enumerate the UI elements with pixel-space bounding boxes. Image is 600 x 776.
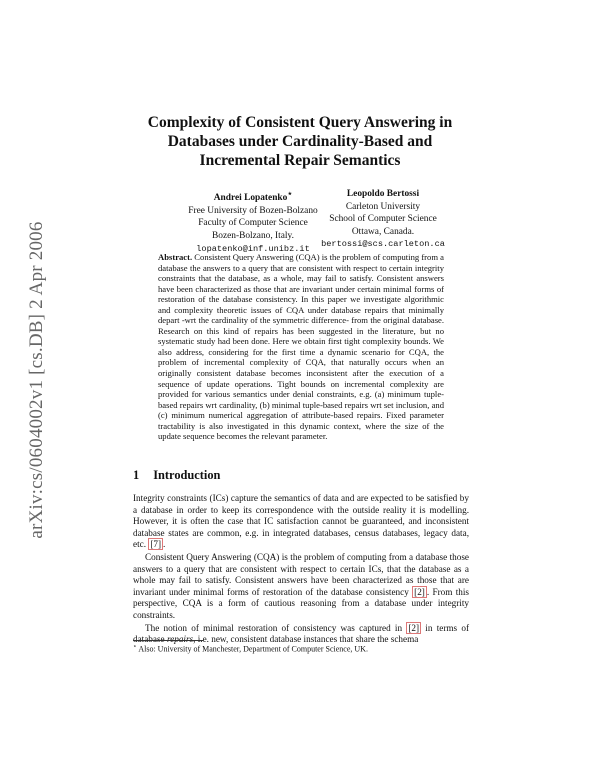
author-affiliation-line: Carleton University: [345, 201, 421, 212]
author-affiliation-line: Faculty of Computer Science: [198, 218, 308, 229]
section-title: Introduction: [153, 468, 221, 482]
abstract-label: Abstract.: [158, 252, 193, 262]
author-email[interactable]: lopatenko@inf.unibz.it: [196, 243, 310, 254]
title-line-1: Complexity of Consistent Query Answering in: [147, 114, 453, 131]
section-heading: [133, 468, 220, 483]
author-email[interactable]: bertossi@scs.carleton.ca: [321, 239, 445, 250]
section-number: 1: [133, 468, 140, 482]
author-affiliation-line: Ottawa, Canada.: [351, 226, 415, 237]
author-name: Andrei Lopatenko⋆: [213, 189, 293, 204]
author-affiliation-line: School of Computer Science: [329, 214, 437, 225]
arxiv-identifier: arXiv:cs/0604002v1 [cs.DB] 2 Apr 2006: [26, 221, 47, 539]
title-line-3: Incremental Repair Semantics: [199, 152, 401, 169]
footnote: [133, 642, 469, 655]
author-footnote-marker: ⋆: [287, 189, 293, 198]
abstract-text: Consistent Query Answering (CQA) is the problem of computing from a database the answers to a query that are consistent with respect to certain integrity constraints that the database, as a whole, may fail to satisfy. Consistent answers have been characterized as those that are invariant under certain minimal forms of restoration of the database consistency. In this paper we investigate algorithmic and complexity theoretic issues of CQA under database repairs that minimally depart -wrt the cardinality of the symmetric difference- from the original database. Research on this kind of repairs has been suggested in the literature, but no systematic study had been done. Here we obtain first tight complexity bounds. We also address, considering for the first time a dynamic scenario for CQA, the problem of incremental complexity of CQA, that naturally occurs when an originally consistent database becomes inconsistent after the execution of a sequence of update operations. Tight bounds on incremental complexity are provided for various semantics under denial constraints, e.g. (a) minimum tuple-based repairs wrt cardinality, (b) minimal tuple-based repairs wrt set inclusion, and (c) minimum numerical aggregation of attribute-based repairs. Fixed parameter tractability is also investigated in this dynamic context, where the size of the update sequence becomes the relevant parameter.: [158, 252, 444, 442]
citation-link[interactable]: [7]: [150, 539, 162, 550]
body-text: [133, 493, 469, 646]
footnote-marker: ⋆: [133, 644, 137, 650]
citation-link[interactable]: [2]: [414, 586, 425, 597]
author-affiliation-line: Bozen-Bolzano, Italy.: [212, 230, 294, 241]
title-line-2: Databases under Cardinality-Based and: [167, 133, 433, 150]
author-affiliation-line: Free University of Bozen-Bolzano: [188, 205, 318, 216]
paper-title: [130, 113, 470, 170]
author-block-2: [318, 188, 448, 251]
author-name: Leopoldo Bertossi: [346, 189, 420, 199]
abstract: [158, 252, 444, 442]
paragraph: Integrity constraints (ICs) capture the semantics of data and are expected to be satisfied by a database in order to keep its correspondence with the outside reality it is modelling. However, it is often the case that IC satisfaction cannot be guaranteed, and inconsistent database states are common, e.g. in integrated databases, census databases, legacy data, etc. [7] .: [133, 493, 469, 550]
emphasis: repairs: [166, 634, 194, 645]
footnote-text: Also: University of Manchester, Department of Computer Science, UK.: [138, 644, 368, 654]
paragraph: Consistent Query Answering (CQA) is the problem of computing from a database those answers to a query that are consistent with respect to certain ICs, that the database as a whole may fail to satisfy. Consistent answers have been characterized as those that are invariant under minimal forms of restoration of the database consistency [2] . From this perspective, CQA is a form of cautious reasoning from a database under integrity constraints.: [133, 551, 469, 620]
paragraph: The notion of minimal restoration of consistency was captured in [2] in terms of database repairs, i.e. new, consistent database instances that share the schema: [133, 622, 469, 645]
arxiv-identifier-sidebar: [22, 190, 52, 570]
footnote-divider: [133, 640, 203, 641]
citation-link[interactable]: [2]: [408, 622, 420, 633]
author-block-1: [168, 188, 338, 255]
